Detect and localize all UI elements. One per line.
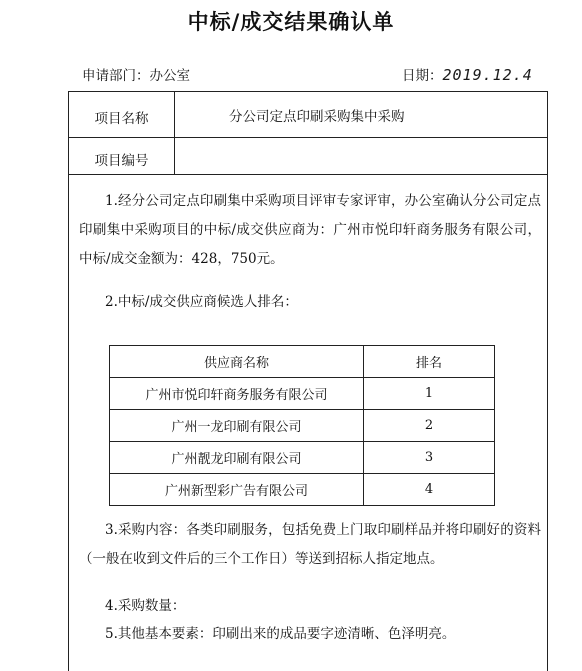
paragraph-ranking-intro: 2.中标/成交供应商候选人排名： bbox=[105, 294, 298, 310]
supplier-name-cell: 广州靓龙印刷有限公司 bbox=[110, 442, 364, 474]
rank-cell: 1 bbox=[363, 378, 494, 410]
rank-cell: 4 bbox=[363, 474, 494, 506]
rank-cell: 2 bbox=[363, 410, 494, 442]
column-header-supplier: 供应商名称 bbox=[110, 346, 364, 378]
project-number-row bbox=[69, 138, 547, 175]
paragraph-procurement-quantity: 4.采购数量： bbox=[105, 598, 186, 614]
project-name-value: 分公司定点印刷采购集中采购 bbox=[229, 109, 405, 125]
table-row bbox=[110, 474, 495, 506]
rank-cell: 3 bbox=[363, 442, 494, 474]
project-number-label: 项目编号 bbox=[94, 153, 149, 169]
supplier-name-cell: 广州市悦印轩商务服务有限公司 bbox=[110, 378, 364, 410]
paragraph-winner: 1.经分公司定点印刷集中采购项目评审专家评审，办公室确认分公司定点印刷集中采购项目的中标/成交供应商为：广州市悦印轩商务服务有限公司，中标/成交金额为：428，750元。 bbox=[79, 193, 541, 267]
date-field bbox=[402, 64, 533, 84]
paragraph-procurement-content: 3.采购内容：各类印刷服务，包括免费上门取印刷样品并将印刷好的资料（一般在收到文件后的三个工作日）等送到招标人指定地点。 bbox=[79, 522, 541, 567]
date-label: 日期： bbox=[402, 68, 443, 84]
column-header-rank: 排名 bbox=[363, 346, 494, 378]
ranking-table bbox=[109, 345, 495, 506]
handwritten-date: 2019.12.4 bbox=[442, 66, 533, 84]
table-row bbox=[110, 378, 495, 410]
supplier-name-cell: 广州一龙印刷有限公司 bbox=[110, 410, 364, 442]
label-divider bbox=[174, 92, 175, 175]
supplier-name-cell: 广州新型彩广告有限公司 bbox=[110, 474, 364, 506]
table-row bbox=[110, 442, 495, 474]
table-row bbox=[110, 410, 495, 442]
ranking-table-header bbox=[110, 346, 495, 378]
document-title: 中标/成交结果确认单 bbox=[187, 10, 395, 34]
confirmation-form bbox=[68, 91, 548, 671]
department-field: 申请部门：办公室 bbox=[82, 68, 190, 84]
project-name-row bbox=[69, 92, 547, 138]
paragraph-other-requirements: 5.其他基本要素：印刷出来的成品要字迹清晰、色泽明亮。 bbox=[105, 626, 456, 642]
project-name-label: 项目名称 bbox=[94, 111, 149, 127]
